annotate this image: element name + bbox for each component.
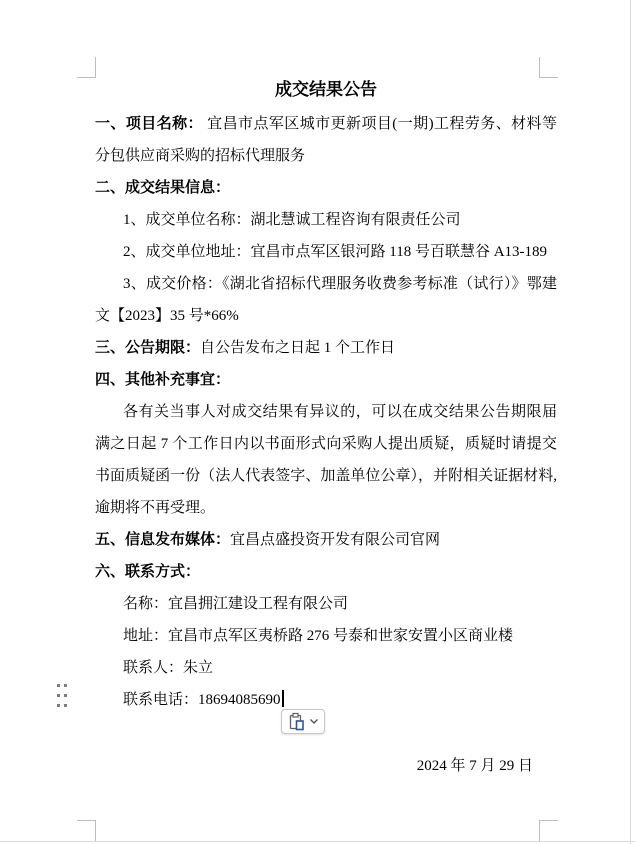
document-date[interactable]: 2024 年 7 月 29 日 xyxy=(416,758,533,774)
section-result-info-heading[interactable] xyxy=(95,172,557,204)
section-supplementary-heading[interactable] xyxy=(95,364,557,396)
drag-handle-dot xyxy=(57,694,60,697)
result-item-price[interactable]: 3、成交价格：《湖北省招标代理服务收费参考标准（试行）》鄂建文【2023】35 号*66% xyxy=(95,276,557,324)
text-cursor xyxy=(282,690,284,707)
section-supplementary-label[interactable]: 四、其他补充事宜： xyxy=(95,372,231,388)
section-contact-heading[interactable] xyxy=(95,556,557,588)
contact-phone-text[interactable]: 联系电话：18694085690 xyxy=(123,692,281,708)
result-item-winner-name[interactable]: 1、成交单位名称：湖北慧诚工程咨询有限责任公司 xyxy=(123,212,461,228)
drag-handle-dot xyxy=(57,684,60,687)
section-announcement-period-text[interactable]: 自公告发布之日起 1 个工作日 xyxy=(200,340,396,356)
drag-handle-dot xyxy=(64,694,67,697)
margin-crop-mark-bottom-right xyxy=(539,820,558,841)
paste-options-dropdown-chevron-icon[interactable] xyxy=(310,719,318,724)
drag-handle[interactable] xyxy=(57,684,67,707)
paste-options-button[interactable] xyxy=(281,709,325,734)
section-publish-media-text[interactable]: 宜昌点盛投资开发有限公司官网 xyxy=(230,532,441,548)
margin-crop-mark-bottom-left xyxy=(77,820,96,841)
contact-phone-line[interactable] xyxy=(95,684,557,716)
section-project-name[interactable] xyxy=(95,108,557,172)
page-bottom-edge xyxy=(0,841,635,842)
supplementary-paragraph[interactable]: 各有关当事人对成交结果有异议的，可以在成交结果公告期限届满之日起 7 个工作日内以书面形式向采购人提出质疑，质疑时请提交书面质疑函一份（法人代表签字、加盖单位公章），并附相关证据材料,逾期将不再受理。 xyxy=(95,404,557,516)
section-result-info-label[interactable]: 二、成交结果信息： xyxy=(95,180,231,196)
drag-handle-dot xyxy=(57,704,60,707)
page-right-edge xyxy=(630,0,631,844)
section-publish-media-label[interactable]: 五、信息发布媒体： xyxy=(95,532,231,548)
drag-handle-dot xyxy=(64,684,67,687)
contact-address-line[interactable]: 地址：宜昌市点军区夷桥路 276 号泰和世家安置小区商业楼 xyxy=(123,628,514,644)
document-edit-surface[interactable] xyxy=(95,72,557,782)
drag-handle-dot xyxy=(64,704,67,707)
section-announcement-period-label[interactable]: 三、公告期限： xyxy=(95,340,201,356)
section-contact-label[interactable]: 六、联系方式： xyxy=(95,564,201,580)
clipboard-paste-icon xyxy=(288,712,306,731)
section-project-name-label[interactable]: 一、项目名称： xyxy=(95,116,203,132)
contact-name-line[interactable]: 名称：宜昌拥江建设工程有限公司 xyxy=(123,596,349,612)
section-project-name-text[interactable]: 宜昌市点军区城市更新项目(一期)工程劳务、材料等分包供应商采购的招标代理服务 xyxy=(95,116,557,164)
section-publish-media[interactable] xyxy=(95,524,557,556)
section-announcement-period[interactable] xyxy=(95,332,557,364)
margin-crop-mark-top-left xyxy=(77,57,96,78)
document-title[interactable]: 成交结果公告 xyxy=(275,80,377,99)
result-item-winner-address[interactable]: 2、成交单位地址：宜昌市点军区银河路 118 号百联慧谷 A13-189 xyxy=(123,244,548,260)
contact-person-line[interactable]: 联系人：朱立 xyxy=(123,660,214,676)
